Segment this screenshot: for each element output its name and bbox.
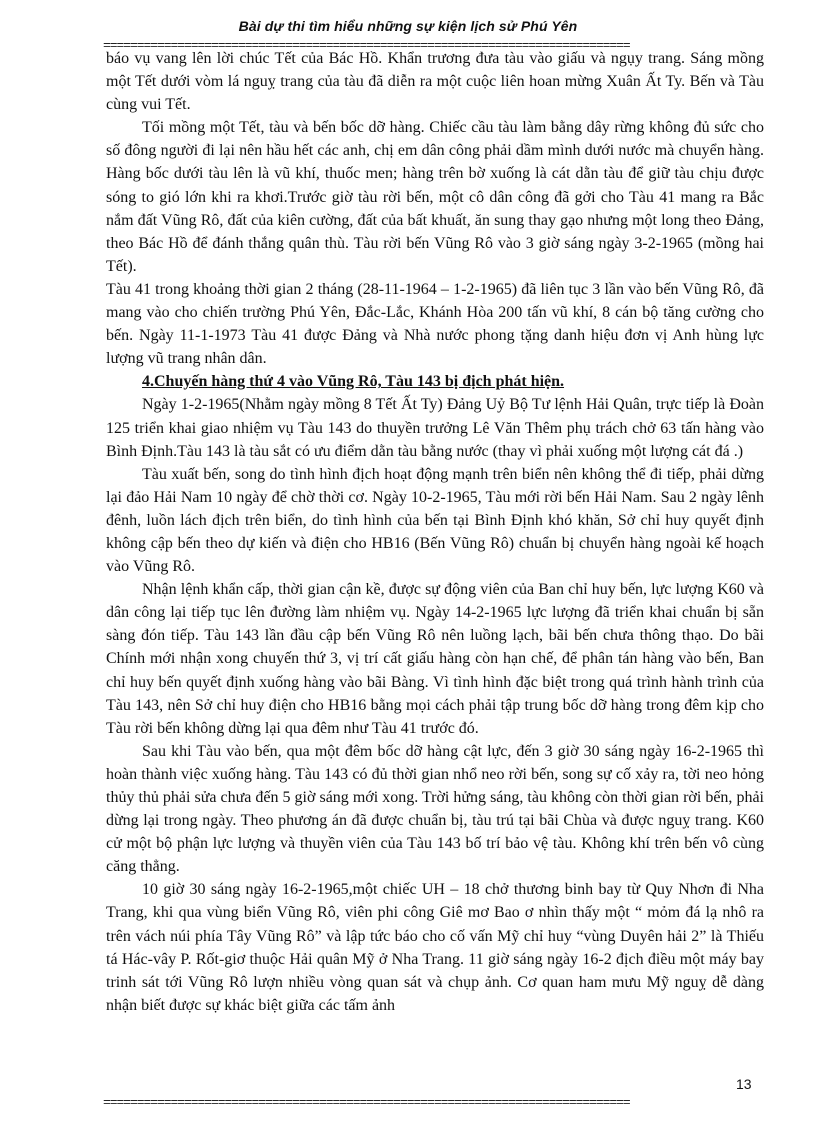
paragraph: Sau khi Tàu vào bến, qua một đêm bốc dỡ hàng cật lực, đến 3 giờ 30 sáng ngày 16-2-1965 thì hoàn thành việc xuống hàng. Tàu 143 có đủ thời gian nhổ neo rời bến, song sự cố xảy ra, tời neo hỏng thủy thủ phải sửa chưa đến 5 giờ sáng mới xong. Trời hửng sáng, tàu không còn thời gian rời bến, phải dừng lại trong ngày. Theo phương án đã được chuẩn bị, tàu trú tại bãi Chùa và được nguỵ trang. K60 cử một bộ phận lực lượng và thuyền viên của Tàu 143 bố trí bảo vệ tàu. Không khí trên bến vô cùng căng thẳng. [106, 742, 764, 876]
paragraph: Ngày 1-2-1965(Nhằm ngày mồng 8 Tết Ất Ty) Đảng Uỷ Bộ Tư lệnh Hải Quân, trực tiếp là Đoàn 125 triển khai giao nhiệm vụ Tàu 143 do thuyền trưởng Lê Văn Thêm phụ trách chở 63 tấn hàng vào Bình Định.Tàu 143 là tàu sắt có ưu điểm dằn tàu bằng nước (thay vì phải xuống một lượng cát đá .) [106, 396, 764, 460]
paragraph: báo vụ vang lên lời chúc Tết của Bác Hồ. Khẩn trương đưa tàu vào giấu và ngụy trang. Sáng mồng một Tết dưới vòm lá nguỵ trang của tàu đã diễn ra một cuộc liên hoan mừng Xuân Ất Ty. Bến và Tàu cùng vui Tết. [106, 50, 764, 114]
page-number: 13 [736, 1076, 752, 1092]
paragraph: Tàu xuất bến, song do tình hình địch hoạt động mạnh trên biển nên không thể đi tiếp, phải dừng lại đảo Hải Nam 10 ngày để chờ thời cơ. Ngày 10-2-1965, Tàu mới rời bến Hải Nam. Sau 2 ngày lênh đênh, luồn lách địch trên biển, do tình hình của bến tại Bình Định khó khăn, Sở chỉ huy quyết định không cập bến theo dự kiến và điện cho HB16 (Bến Vũng Rô) chuẩn bị chuyển hàng ngoài kế hoạch vào Vũng Rô. [106, 465, 764, 576]
page-header-title: Bài dự thi tìm hiểu những sự kiện lịch sử Phú Yên [238, 18, 578, 34]
paragraph: 10 giờ 30 sáng ngày 16-2-1965,một chiếc UH – 18 chở thương binh bay từ Quy Nhơn đi Nha Trang, khi qua vùng biển Vũng Rô, viên phi công Giê mơ Bao ơ nhìn thấy một “ mỏm đá lạ nhô ra trên vách núi phía Tây Vũng Rô” và lập tức báo cho cố vấn Mỹ chỉ huy “vùng Duyên hải 2” là Thiếu tá Hác-vây P. Rốt-giơ thuộc Hải quân Mỹ ở Nha Trang. 11 giờ sáng ngày 16-2 địch điều một máy bay trinh sát tới Vũng Rô lượn nhiều vòng quan sát và chụp ảnh. Cơ quan ham mưu Mỹ nguỵ dễ dàng nhận biết được sự khác biệt giữa các tấm ảnh [106, 881, 764, 1014]
paragraph: Tàu 41 trong khoảng thời gian 2 tháng (28-11-1964 – 1-2-1965) đã liên tục 3 lần vào bến Vũng Rô, đã mang vào cho chiến trường Phú Yên, Đắc-Lắc, Khánh Hòa 200 tấn vũ khí, 8 cán bộ tăng cường cho bến. Ngày 11-1-1973 Tàu 41 được Đảng và Nhà nước phong tặng danh hiệu đơn vị Anh hùng lực lượng vũ trang nhân dân. [106, 280, 764, 368]
document-body [106, 47, 764, 1017]
footer-rule: ============================================================================== [103, 1097, 630, 1109]
section-heading: 4.Chuyến hàng thứ 4 vào Vũng Rô, Tàu 143 bị địch phát hiện. [142, 373, 565, 391]
paragraph: Tối mồng một Tết, tàu và bến bốc dỡ hàng. Chiếc cầu tàu làm bằng dây rừng không đủ sức cho số đông người đi lại nên hầu hết các anh, chị em dân công phải dầm mình dưới nước mà chuyển hàng. Hàng bốc dưới tàu lên là vũ khí, thuốc men; hàng trên bờ xuống là cát dằn tàu để giữ tàu chịu được sóng to gió lớn khi ra khơi.Trước giờ tàu rời bến, một cô dân công đã gởi cho Tàu 41 mang ra Bắc nắm đất Vũng Rô, đất của kiên cường, đất của bất khuất, ăn sung thay gạo nhưng một long theo Đảng, theo Bác Hồ để đánh thắng quân thù. Tàu rời bến Vũng Rô vào 3 giờ sáng ngày 3-2-1965 (mồng hai Tết). [106, 119, 764, 275]
header-rule: ============================================================================== [103, 40, 630, 52]
paragraph: Nhận lệnh khẩn cấp, thời gian cận kề, được sự động viên của Ban chỉ huy bến, lực lượng K60 và dân công lại tiếp tục lên đường làm nhiệm vụ. Ngày 14-2-1965 lực lượng đã triển khai chuẩn bị sẵn sàng đón tiếp. Tàu 143 lần đầu cập bến Vũng Rô nên luồng lạch, bãi bến chưa thông thạo. Do bãi Chính mới nhận xong chuyến thứ 3, vị trí cất giấu hàng còn hạn chế, để phân tán hàng vào bến, Ban chỉ huy bến quyết định xuống hàng vào bãi Bàng. Vì tình hình đặc biệt trong quá trình hành trình của Tàu 143, nên Sở chỉ huy điện cho HB16 bằng mọi cách phải tập trung bốc dỡ hàng trong đêm kịp cho Tàu rời bến không dừng lại qua đêm như Tàu 41 trước đó. [106, 581, 764, 737]
